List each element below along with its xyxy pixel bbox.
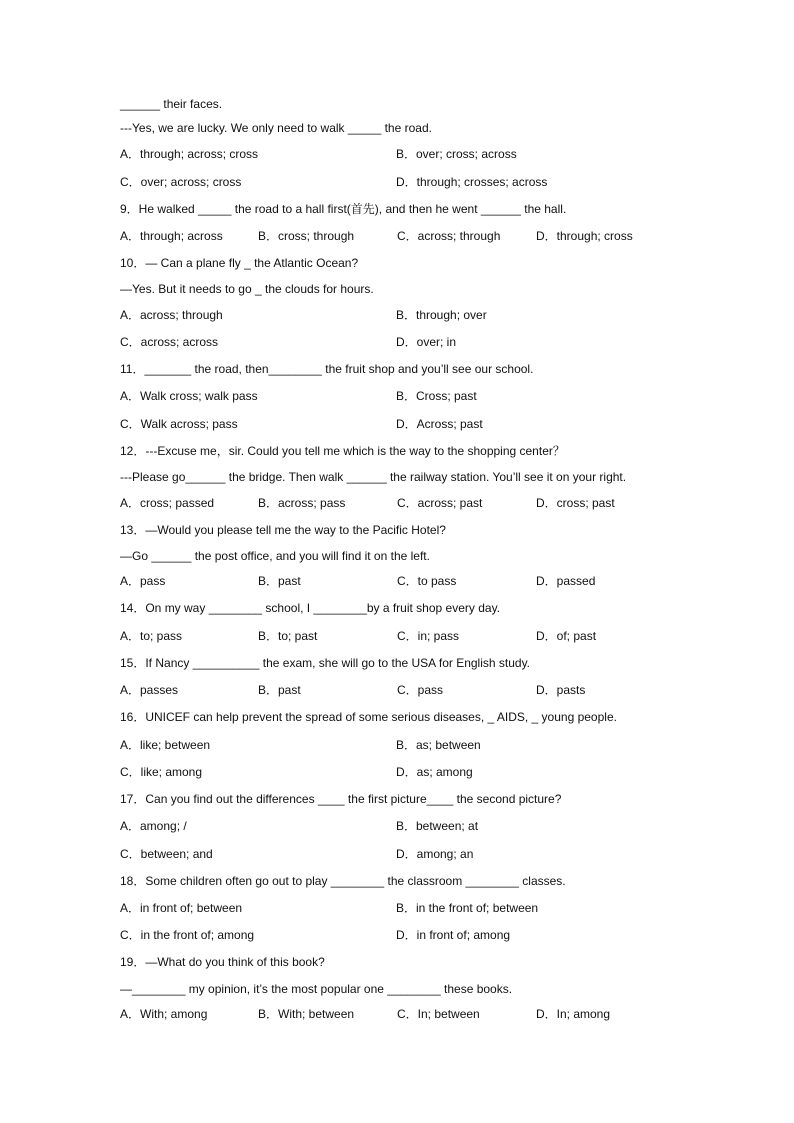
q16-option-d: D．as; among bbox=[396, 765, 473, 779]
q13-option-b: B．past bbox=[258, 574, 301, 588]
q10-option-d: D．over; in bbox=[396, 335, 457, 349]
q17-text: 17．Can you find out the differences ____ the first picture____ the second picture? bbox=[120, 792, 562, 806]
q16-text: 16．UNICEF can help prevent the spread of some serious diseases, _ AIDS, _ young people. bbox=[120, 710, 617, 724]
q15-option-b: B．past bbox=[258, 683, 301, 697]
q8-text-line-2: ---Yes, we are lucky. We only need to walk _____ the road. bbox=[120, 121, 432, 135]
q17-option-c: C．between; and bbox=[120, 847, 213, 861]
q12-option-d: D．cross; past bbox=[536, 496, 615, 510]
q15-option-a: A．passes bbox=[120, 683, 179, 697]
q16-option-b: B．as; between bbox=[396, 738, 481, 752]
q10-option-c: C．across; across bbox=[120, 335, 219, 349]
q10-text-line-1: 10．— Can a plane fly _ the Atlantic Ocean? bbox=[120, 256, 359, 270]
q14-option-b: B．to; past bbox=[258, 629, 318, 643]
q17-option-d: D．among; an bbox=[396, 847, 474, 861]
q12-text-line-2: ---Please go______ the bridge. Then walk ______ the railway station. You’ll see it on your right. bbox=[120, 470, 627, 484]
q14-option-a: A．to; pass bbox=[120, 629, 183, 643]
q15-option-d: D．pasts bbox=[536, 683, 586, 697]
q12-option-b: B．across; pass bbox=[258, 496, 346, 510]
q19-text-line-1: 19．—What do you think of this book? bbox=[120, 955, 325, 969]
q18-option-c: C．in the front of; among bbox=[120, 928, 255, 942]
q8-option-c: C．over; across; cross bbox=[120, 175, 242, 189]
q12-text-line-1: 12．---Excuse me，sir. Could you tell me which is the way to the shopping center？ bbox=[120, 444, 565, 458]
q11-option-a: A．Walk cross; walk pass bbox=[120, 389, 258, 403]
q13-option-a: A．pass bbox=[120, 574, 166, 588]
q13-text-line-2: —Go ______ the post office, and you will find it on the left. bbox=[120, 549, 430, 563]
q8-option-a: A．through; across; cross bbox=[120, 147, 259, 161]
q12-option-c: C．across; past bbox=[397, 496, 483, 510]
q11-option-c: C．Walk across; pass bbox=[120, 417, 238, 431]
q18-option-b: B．in the front of; between bbox=[396, 901, 539, 915]
q12-option-a: A．cross; passed bbox=[120, 496, 215, 510]
q9-option-a: A．through; across bbox=[120, 229, 223, 243]
q10-option-b: B．through; over bbox=[396, 308, 487, 322]
q17-option-a: A．among; / bbox=[120, 819, 187, 833]
q16-option-c: C．like; among bbox=[120, 765, 203, 779]
q18-option-a: A．in front of; between bbox=[120, 901, 243, 915]
q19-text-line-2: —________ my opinion, it’s the most popular one ________ these books. bbox=[120, 982, 513, 996]
q14-text: 14．On my way ________ school, I ________by a fruit shop every day. bbox=[120, 601, 501, 615]
q19-option-d: D．In; among bbox=[536, 1007, 611, 1021]
q11-text: 11．_______ the road, then________ the fruit shop and you’ll see our school. bbox=[120, 362, 534, 376]
q14-option-c: C．in; pass bbox=[397, 629, 460, 643]
q9-option-c: C．across; through bbox=[397, 229, 501, 243]
q9-option-d: D．through; cross bbox=[536, 229, 633, 243]
q15-option-c: C．pass bbox=[397, 683, 444, 697]
q10-text-line-2: —Yes. But it needs to go _ the clouds for hours. bbox=[120, 282, 374, 296]
q13-text-line-1: 13．—Would you please tell me the way to the Pacific Hotel? bbox=[120, 523, 446, 537]
q16-option-a: A．like; between bbox=[120, 738, 211, 752]
q9-text: 9．He walked _____ the road to a hall first(首先), and then he went ______ the hall. bbox=[120, 202, 567, 216]
q15-text: 15．If Nancy __________ the exam, she will go to the USA for English study. bbox=[120, 656, 531, 670]
q18-text: 18．Some children often go out to play ________ the classroom ________ classes. bbox=[120, 874, 566, 888]
q19-option-a: A．With; among bbox=[120, 1007, 208, 1021]
q10-option-a: A．across; through bbox=[120, 308, 223, 322]
q14-option-d: D．of; past bbox=[536, 629, 597, 643]
q8-option-b: B．over; cross; across bbox=[396, 147, 517, 161]
q13-option-c: C．to pass bbox=[397, 574, 457, 588]
q17-option-b: B．between; at bbox=[396, 819, 479, 833]
q18-option-d: D．in front of; among bbox=[396, 928, 511, 942]
q13-option-d: D．passed bbox=[536, 574, 596, 588]
q9-option-b: B．cross; through bbox=[258, 229, 355, 243]
q11-option-d: D．Across; past bbox=[396, 417, 483, 431]
q11-option-b: B．Cross; past bbox=[396, 389, 477, 403]
q19-option-b: B．With; between bbox=[258, 1007, 355, 1021]
q8-text-line-1: ______ their faces. bbox=[120, 97, 223, 111]
q8-option-d: D．through; crosses; across bbox=[396, 175, 548, 189]
q19-option-c: C．In; between bbox=[397, 1007, 480, 1021]
